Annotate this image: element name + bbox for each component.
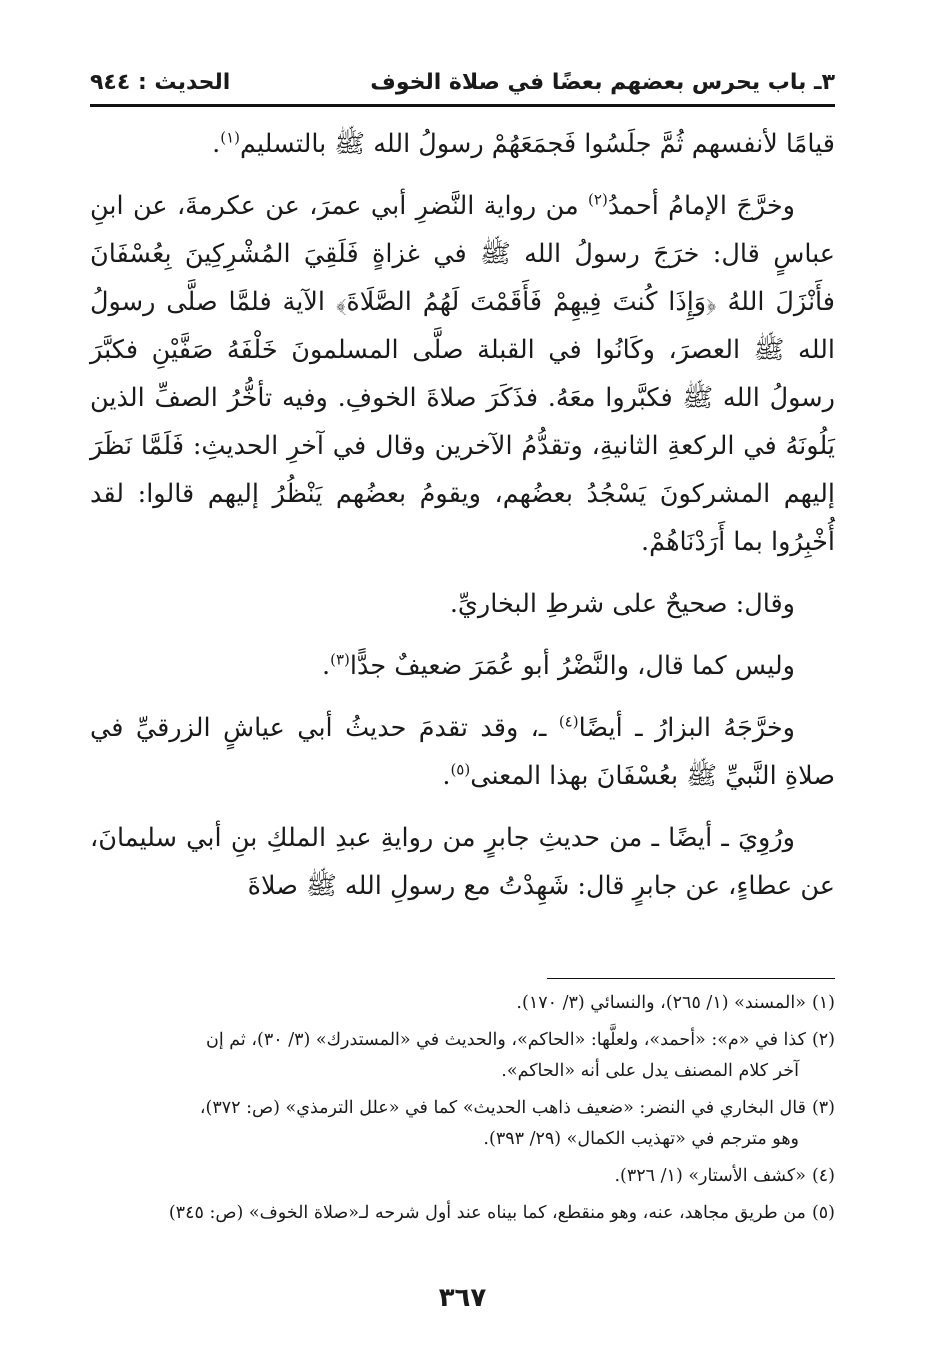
footnote-text: «كشف الأستار» (١/ ٣٢٦). (614, 1166, 806, 1186)
footnote-number: (١) (811, 993, 835, 1013)
footnote-number: (٥) (811, 1203, 835, 1223)
footnote (90, 988, 835, 1019)
header-rule (90, 104, 835, 107)
footnotes (90, 988, 835, 1235)
footnote-marker: (١) (220, 128, 241, 147)
paragraph: ورُوِيَ ـ أيضًا ـ من حديثِ جابرٍ من روايةِ عبدِ الملكِ بنِ أبي سليمانَ، عن عطاءٍ، عن جابرٍ قال: شَهِدْتُ مع رسولِ الله ﷺ صلاةَ (90, 823, 835, 901)
footnote-separator (547, 978, 835, 979)
paragraph: وخرَّجَ الإمامُ أحمدُ$^{(٢)}$ من رواية النَّضرِ أبي عمرَ، عن عكرمةَ، عن ابنِ عباسٍ قال: خرَجَ رسولُ الله ﷺ في غزاةٍ فَلَقِيَ المُشْرِكِينَ بِعُسْفَانَ فأَنْزَلَ اللهُ ﴿وَإِذَا كُنتَ فِيهِمْ فَأَقَمْتَ لَهُمُ الصَّلَاةَ﴾ الآية فلمَّا صلَّى رسولُ الله ﷺ العصرَ، وكَانُوا في القبلة صلَّى المسلمونَ خَلْفَهُ صَفَّيْنِ فكبَّرَ رسولُ الله ﷺ فكبَّروا معَهُ. فذَكَرَ صلاةَ الخوفِ. وفيه تأخُّرُ الصفِّ الذين يَلُونَهُ في الركعةِ الثانيةِ، وتقدُّمُ الآخرين وقال في آخرِ الحديثِ: فَلَمَّا نَظَرَ إليهم المشركونَ يَسْجُدُ بعضُهم، ويقومُ بعضُهم يَنْظُرُ إليهم قالوا: لقد أُخْبِرُوا بما أَرَدْنَاهُمْ. (90, 190, 835, 557)
footnote (90, 1093, 835, 1155)
paragraph: وقال: صحيحٌ على شرطِ البخاريِّ. (449, 589, 795, 619)
page-number: ٣٦٧ (438, 1283, 487, 1313)
main-text (90, 120, 835, 910)
footnote-text: من طريق مجاهد، عنه، وهو منقطع، كما بيناه عند أول شرحه لـ«صلاة الخوف» (ص: ٣٤٥) (168, 1203, 806, 1223)
footnote-text: «المسند» (١/ ٢٦٥)، والنسائي (٣/ ١٧٠). (516, 993, 806, 1013)
footnote-marker: (٢) (588, 190, 608, 209)
footnote-marker: (٤) (558, 712, 579, 731)
paragraph: قيامًا لأنفسهم ثُمَّ جلَسُوا فَجمَعَهُمْ رسولُ الله ﷺ بالتسليم$^{(١)}$. (212, 128, 835, 159)
footnote-text: كذا في «م»: «أحمد»، ولعلَّها: «الحاكم»، والحديث في «المستدرك» (٣/ ٣٠)، ثم إن (206, 1030, 806, 1050)
book-page (90, 0, 835, 1361)
footnote-continuation: وهو مترجم في «تهذيب الكمال» (٢٩/ ٣٩٣). (483, 1129, 799, 1149)
footnote-text: قال البخاري في النضر: «ضعيف ذاهب الحديث» كما في «علل الترمذي» (ص: ٣٧٢)، (199, 1098, 806, 1118)
footnote-number: (٢) (811, 1030, 835, 1050)
chapter-title: ٣ـ باب يحرس بعضهم بعضًا في صلاة الخوف (370, 69, 835, 95)
footnote (90, 1025, 835, 1087)
footnote-number: (٣) (811, 1098, 835, 1118)
footnote (90, 1198, 835, 1229)
footnote (90, 1161, 835, 1192)
footnote-marker: (٥) (450, 760, 471, 779)
footnote-number: (٤) (811, 1166, 835, 1186)
footnote-continuation: آخر كلام المصنف يدل على أنه «الحاكم». (501, 1061, 799, 1081)
running-header (90, 62, 835, 102)
paragraph: وليس كما قال، والنَّضْرُ أبو عُمَرَ ضعيفٌ جدًّا$^{(٣)}$. (322, 650, 795, 681)
footnote-marker: (٣) (330, 650, 350, 669)
hadith-number: الحديث : ٩٤٤ (90, 69, 231, 95)
paragraph: وخرَّجَهُ البزارُ ـ أيضًا$^{(٤)}$ ـ، وقد تقدمَ حديثُ أبي عياشٍ الزرقيِّ في صلاةِ النَّبيِّ ﷺ بعُسْفَانَ بهذا المعنى$^{(٥)}$. (90, 712, 835, 791)
